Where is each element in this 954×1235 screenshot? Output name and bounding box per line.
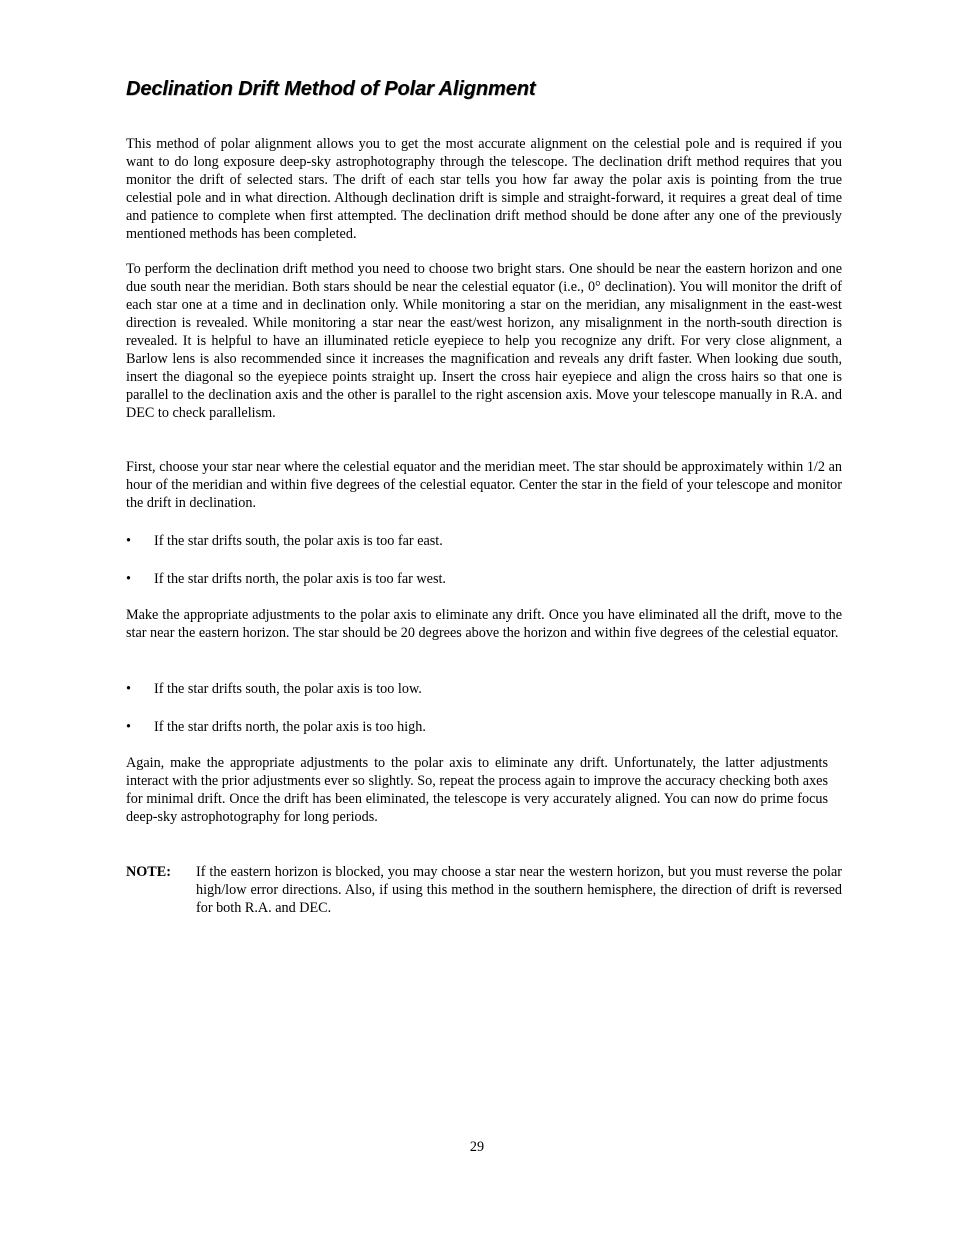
note-text: If the eastern horizon is blocked, you may choose a star near the western horizon, but you must reverse the polar high/low error directions. Also, if using this method in the southern hemisphere, the direction of drift is reversed for both R.A. and DEC. [196,864,842,916]
bullet-icon: • [126,571,131,587]
meridian-star-paragraph: First, choose your star near where the celestial equator and the meridian meet. The star should be approximately within 1/2 an hour of the meridian and within five degrees of the celestial equator. Center the star in the field of your telescope and monitor the drift in declination. [126,459,842,511]
section-title: Declination Drift Method of Polar Alignment [126,78,536,100]
page-number: 29 [469,1139,485,1155]
intro-paragraph: This method of polar alignment allows you to get the most accurate alignment on the celestial pole and is required if you want to do long exposure deep-sky astrophotography through the telescope. The declination drift method requires that you monitor the drift of selected stars. The drift of each star tells you how far away the polar axis is pointing from the true celestial pole and in what direction. Although declination drift is simple and straight-forward, it requires a great deal of time and patience to complete when first attempted. The declination drift method should be done after any one of the previously mentioned methods has been completed. [126,136,842,242]
list-item-text: If the star drifts north, the polar axis is too far west. [154,571,446,587]
procedure-paragraph: To perform the declination drift method you need to choose two bright stars. One should be near the eastern horizon and one due south near the meridian. Both stars should be near the celestial equator (i.e., 0° declination). You will monitor the drift of each star one at a time and in declination only. While monitoring a star on the meridian, any misalignment in the east-west direction is revealed. While monitoring a star near the east/west horizon, any misalignment in the north-south direction is revealed. It is helpful to have an illuminated reticle eyepiece to help you recognize any drift. For very close alignment, a Barlow lens is also recommended since it increases the magnification and reveals any drift faster. When looking due south, insert the diagonal so the eyepiece points straight up. Insert the cross hair eyepiece and align the cross hairs so that one is parallel to the declination axis and the other is parallel to the right ascension axis. Move your telescope manually in R.A. and DEC to check parallelism. [126,261,842,421]
eastern-star-paragraph: Make the appropriate adjustments to the polar axis to eliminate any drift. Once you have eliminated all the drift, move to the star near the eastern horizon. The star should be 20 degrees above the horizon and within five degrees of the celestial equator. [126,607,842,641]
final-adjustment-paragraph: Again, make the appropriate adjustments to the polar axis to eliminate any drift. Unfortunately, the latter adjustments interact with the prior adjustments ever so slightly. So, repeat the process again to improve the accuracy checking both axes for minimal drift. Once the drift has been eliminated, the telescope is very accurately aligned. You can now do prime focus deep-sky astrophotography for long periods. [126,755,828,825]
bullet-icon: • [126,533,131,549]
bullet-icon: • [126,681,131,697]
list-item-text: If the star drifts south, the polar axis is too far east. [154,533,443,549]
list-item-text: If the star drifts south, the polar axis is too low. [154,681,422,697]
list-item-text: If the star drifts north, the polar axis is too high. [154,719,426,735]
bullet-icon: • [126,719,131,735]
note-label: NOTE: [126,864,171,880]
